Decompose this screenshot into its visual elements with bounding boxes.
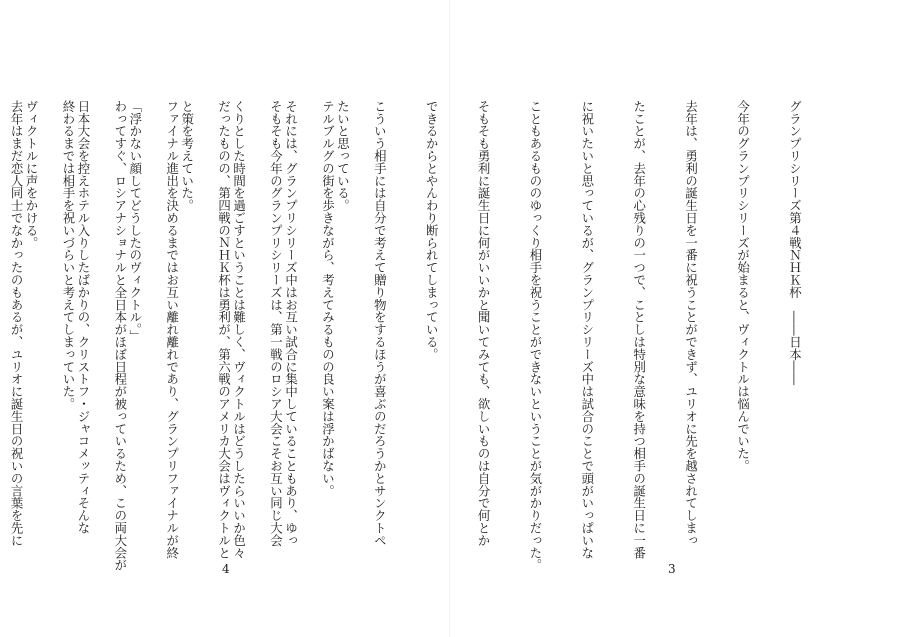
text-line: できるからとやんわり断られてしまっている。 <box>424 100 440 361</box>
text-line: 今年のグランプリシリーズが始まると、ヴィクトルは悩んでいた。 <box>735 100 751 472</box>
text-line: に祝いたいと思っているが、グランプリシリーズ中は試合のことで頭がいっぱいな <box>579 100 595 559</box>
page-number: 4 <box>222 562 230 576</box>
text-line: それには、グランプリシリーズ中はお互い試合に集中していることもあり、ゆっ <box>283 100 299 547</box>
text-line: そもそも今年のグランプリシリーズは、第一戦のロシア大会こそお互い同じ大会 <box>268 100 284 547</box>
text-line: たことが、去年の心残りの一つで、ことしは特別な意味を持つ相手の誕生日に一番 <box>631 100 647 559</box>
text-line: だったものの、第四戦のＮＨＫ杯は勇利が、第六戦のアメリカ大会はヴィクトルと <box>216 100 232 559</box>
text-line: 去年はまだ恋人同士でなかったのもあるが、ユリオに誕生日の祝いの言葉を先に <box>9 100 25 547</box>
text-line: たいと思っている。 <box>335 100 351 212</box>
text-line: 去年は、勇利の誕生日を一番に祝うことができず、ユリオに先を越されてしまっ <box>683 100 699 547</box>
text-line: そもそも勇利に誕生日に何がいいかと聞いてみても、欲しいものは自分で何とか <box>476 100 492 547</box>
page-number: 3 <box>668 562 676 576</box>
text-line: 終わるまでは相手を祝いづらいと考えてしまっていた。 <box>60 100 76 410</box>
text-line: テルブルグの街を歩きながら、考えてみるものの良い案は浮かばない。 <box>320 100 336 497</box>
text-line: 日本大会を控えホテル入りしたばかりの、クリストフ・ジャコメッティそんな <box>75 100 91 534</box>
chapter-title: グランプリシリーズ第４戦ＮＨＫ杯 ――日本―― <box>787 100 803 386</box>
text-line: こともあるもののゆっくり相手を祝うことができないということが気がかりだった。 <box>527 100 543 572</box>
text-line: ファイナル進出を決めるまではお互い離れ離れであり、グランプリファイナルが終 <box>164 100 180 559</box>
text-line: と策を考えていた。 <box>179 100 195 212</box>
text-line: わってすぐ、ロシアナショナルと全日本がほぼ日程が被っているため、この両大会が <box>112 100 128 572</box>
text-line: くりとした時間を過ごすということは難しく、ヴィクトルはどうしたらいいか色々 <box>231 100 247 559</box>
text-line: 「浮かない顔してどうしたのヴィクトル。」 <box>127 100 143 342</box>
text-line: こういう相手には自分で考えて贈り物をするほうが喜ぶのだろうかとサンクトペ <box>372 100 388 547</box>
text-line: ヴィクトルに声をかける。 <box>24 100 40 249</box>
